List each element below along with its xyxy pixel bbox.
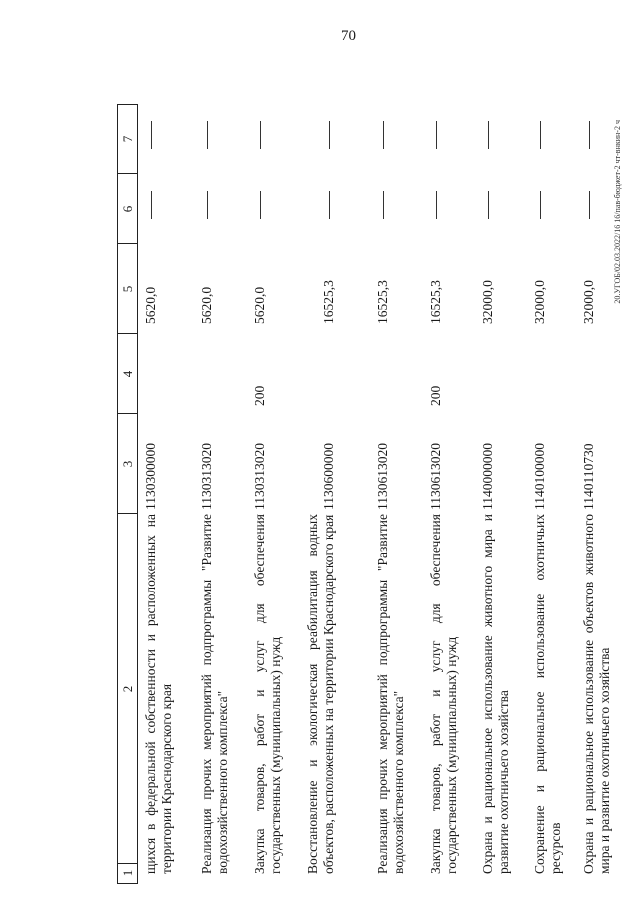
row-name: Охрана и рациональное использование животного мира и развитие охотничьего хозяйства <box>480 514 511 874</box>
row-code: 1140110730 <box>581 443 596 510</box>
row-dash-col6 <box>540 191 541 219</box>
row-dash-col6 <box>383 191 384 219</box>
row-dash-col7 <box>540 121 541 149</box>
row-code: 1140100000 <box>532 443 547 510</box>
row-sum: 16525,3 <box>321 280 336 324</box>
row-name: щихся в федеральной собственности и расположенных на территории Краснодарского края <box>143 514 174 874</box>
header-col-1: 1 <box>120 869 135 877</box>
row-name: Реализация прочих мероприятий подпрограммы "Развитие водохозяйственного комплекса" <box>375 514 406 874</box>
row-sum: 5620,0 <box>252 286 267 324</box>
row-code: 1130613020 <box>375 443 390 510</box>
row-dash-col7 <box>329 121 330 149</box>
row-sum: 32000,0 <box>480 280 495 324</box>
header-col-4: 4 <box>120 370 135 378</box>
header-col-3: 3 <box>120 460 135 468</box>
row-dash-col6 <box>329 191 330 219</box>
row-code: 1130313020 <box>199 443 214 510</box>
row-code: 1130313020 <box>252 443 267 510</box>
row-dash-col7 <box>436 121 437 149</box>
row-dash-col7 <box>383 121 384 149</box>
table-wrapper <box>117 104 612 884</box>
row-dash-col6 <box>260 191 261 219</box>
row-code: 1140000000 <box>480 443 495 510</box>
row-code: 1130300000 <box>143 443 158 510</box>
row-name: Охрана и рациональное использование объектов животного мира и развитие охотничьего хозяйства <box>581 514 612 874</box>
row-dash-col6 <box>207 191 208 219</box>
row-dash-col7 <box>260 121 261 149</box>
row-name: Сохранение и рациональное использование охотничьих ресурсов <box>532 514 563 874</box>
table-header-row <box>117 104 138 884</box>
row-dash-col6 <box>488 191 489 219</box>
row-group: 200 <box>428 385 443 406</box>
row-dash-col6 <box>151 191 152 219</box>
page-number: 70 <box>341 28 356 44</box>
row-sum: 32000,0 <box>581 280 596 324</box>
header-col-7: 7 <box>120 135 135 143</box>
row-code: 1130600000 <box>321 443 336 510</box>
row-code: 1130613020 <box>428 443 443 510</box>
row-group: 200 <box>252 385 267 406</box>
header-col-2: 2 <box>120 685 135 693</box>
row-dash-col7 <box>589 121 590 149</box>
side-document-code: 20.УГОБ/02.03.2022/16 16/пав-бюджет-2 чт-внкин-2 ч <box>613 120 622 304</box>
header-col-6: 6 <box>120 205 135 213</box>
row-name: Восстановление и экологическая реабилитация водных объектов, расположенных на территории Краснодарского края <box>305 514 336 874</box>
row-name: Закупка товаров, работ и услуг для обеспечения государственных (муниципальных) нужд <box>252 514 283 874</box>
row-sum: 5620,0 <box>143 286 158 324</box>
row-name: Реализация прочих мероприятий подпрограммы "Развитие водохозяйственного комплекса" <box>199 514 230 874</box>
budget-table <box>117 104 612 884</box>
row-dash-col7 <box>488 121 489 149</box>
row-dash-col7 <box>207 121 208 149</box>
row-dash-col7 <box>151 121 152 149</box>
row-sum: 32000,0 <box>532 280 547 324</box>
row-sum: 5620,0 <box>199 286 214 324</box>
row-sum: 16525,3 <box>428 280 443 324</box>
row-dash-col6 <box>436 191 437 219</box>
header-col-5: 5 <box>120 285 135 293</box>
row-name: Закупка товаров, работ и услуг для обеспечения государственных (муниципальных) нужд <box>428 514 459 874</box>
row-dash-col6 <box>589 191 590 219</box>
row-sum: 16525,3 <box>375 280 390 324</box>
